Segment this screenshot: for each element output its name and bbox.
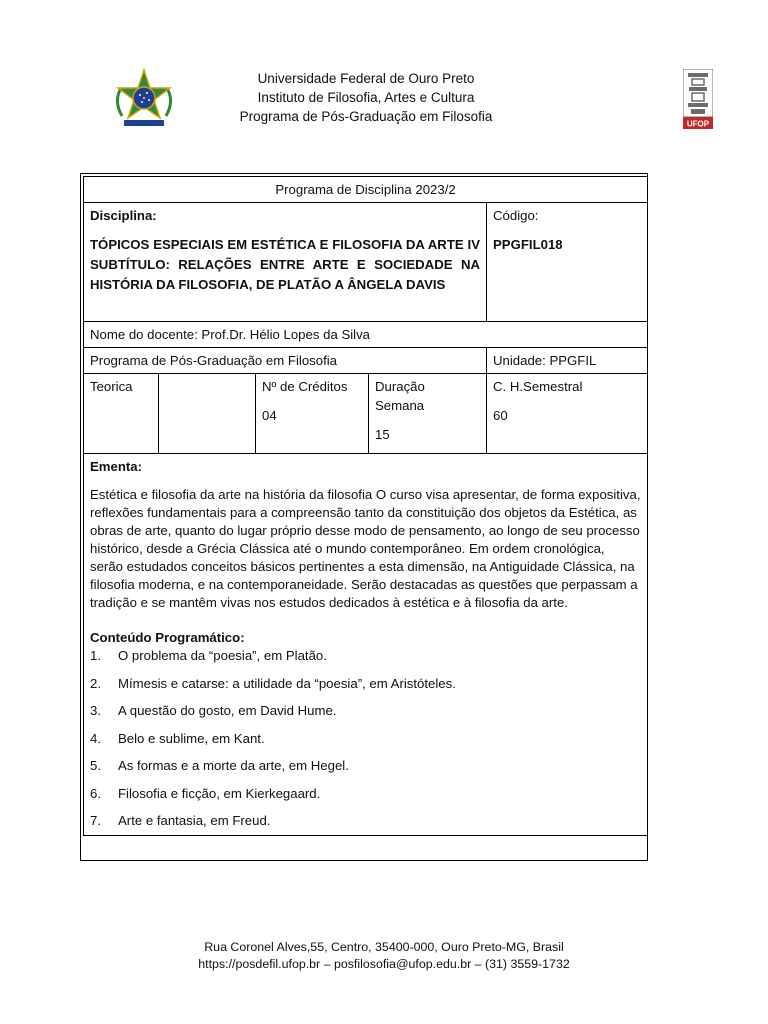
list-item-number: 3. bbox=[90, 703, 101, 718]
codigo-value: PPGFIL018 bbox=[493, 237, 563, 252]
list-item bbox=[90, 812, 641, 830]
list-item-text: Belo e sublime, em Kant. bbox=[118, 730, 265, 746]
page-footer bbox=[160, 939, 608, 973]
header-university: Universidade Federal de Ouro Preto bbox=[257, 71, 475, 86]
list-item bbox=[90, 757, 641, 775]
list-item bbox=[90, 647, 641, 665]
header-program: Programa de Pós-Graduação em Filosofia bbox=[239, 109, 493, 124]
conteudo-list bbox=[90, 647, 641, 830]
ch-value: 60 bbox=[493, 408, 508, 423]
table-title: Programa de Disciplina 2023/2 bbox=[84, 177, 648, 203]
ufop-logo-text: UFOP bbox=[686, 119, 710, 129]
conteudo-label: Conteúdo Programático: bbox=[90, 630, 245, 645]
empty-cell bbox=[159, 374, 256, 454]
codigo-label: Código: bbox=[493, 208, 539, 223]
list-item-text: O problema da “poesia”, em Platão. bbox=[118, 648, 327, 663]
ementa-text: Estética e filosofia da arte na história da filosofia O curso visa apresentar, de forma expositiva, reflexões fundamentais para a compreensão tanto da constituição dos objetos da Estética, as obras de arte, quanto do lugar próprio desse modo de pensamento, ao longo de seu processo histórico, desde a Grécia Clássica até o mundo contemporâneo. Em ordem cronológica, serão estudados conceitos básicos pertinentes a esta dimensão, na Antiguidade Clássica, na filosofia moderna, e na contemporaneidade. Serão destacadas as questões que perpassam a tradição e se mantêm vivas nos estudos dedicados à estética e à filosofia da arte. bbox=[90, 487, 641, 610]
list-item-text: A questão do gosto, em David Hume. bbox=[118, 703, 337, 718]
duracao-value: 15 bbox=[375, 427, 390, 442]
list-item-number: 5. bbox=[90, 758, 101, 773]
creditos-value: 04 bbox=[262, 408, 277, 423]
duracao-label: Duração Semana bbox=[375, 379, 425, 413]
list-item bbox=[90, 785, 641, 803]
footer-contact: https://posdefil.ufop.br – posfilosofia@ufop.edu.br – (31) 3559-1732 bbox=[198, 957, 570, 971]
list-item-number: 1. bbox=[90, 648, 101, 663]
list-item-number: 4. bbox=[90, 730, 101, 746]
ementa-label: Ementa: bbox=[90, 459, 143, 474]
list-item bbox=[90, 675, 641, 693]
unidade-cell: Unidade: PPGFIL bbox=[487, 348, 648, 374]
list-item-number: 2. bbox=[90, 675, 101, 691]
discipline-program-table bbox=[83, 176, 648, 836]
ufop-logo-icon bbox=[683, 69, 713, 129]
disciplina-name: TÓPICOS ESPECIAIS EM ESTÉTICA E FILOSOFIA DA ARTE IV SUBTÍTULO: RELAÇÕES ENTRE ARTE E SOCIEDADE NA HISTÓRIA DA FILOSOFIA, DE PLATÃO A ÂNGELA DAVIS bbox=[90, 237, 480, 292]
teorica-cell: Teorica bbox=[84, 374, 159, 454]
list-item-text: As formas e a morte da arte, em Hegel. bbox=[118, 758, 349, 773]
list-item-number: 6. bbox=[90, 785, 101, 801]
ch-label: C. H.Semestral bbox=[493, 379, 583, 394]
header-institute: Instituto de Filosofia, Artes e Cultura bbox=[257, 90, 475, 105]
footer-address: Rua Coronel Alves,55, Centro, 35400-000, Ouro Preto-MG, Brasil bbox=[204, 940, 564, 954]
programa-cell: Programa de Pós-Graduação em Filosofia bbox=[84, 348, 487, 374]
docente-cell: Nome do docente: Prof.Dr. Hélio Lopes da Silva bbox=[84, 322, 648, 348]
list-item-text: Filosofia e ficção, em Kierkegaard. bbox=[118, 785, 321, 801]
institution-header bbox=[200, 69, 532, 126]
creditos-cell bbox=[256, 374, 369, 454]
disciplina-cell bbox=[84, 203, 487, 322]
duracao-cell bbox=[369, 374, 487, 454]
disciplina-label: Disciplina: bbox=[90, 208, 157, 223]
list-item bbox=[90, 702, 641, 720]
codigo-cell bbox=[487, 203, 648, 322]
list-item-text: Mímesis e catarse: a utilidade da “poesia”, em Aristóteles. bbox=[118, 675, 456, 691]
brazil-coat-of-arms-icon bbox=[110, 68, 178, 132]
ch-cell bbox=[487, 374, 648, 454]
list-item-text: Arte e fantasia, em Freud. bbox=[118, 813, 271, 828]
ementa-cell bbox=[84, 454, 648, 836]
list-item-number: 7. bbox=[90, 813, 101, 828]
creditos-label: Nº de Créditos bbox=[262, 379, 348, 394]
list-item bbox=[90, 730, 641, 748]
